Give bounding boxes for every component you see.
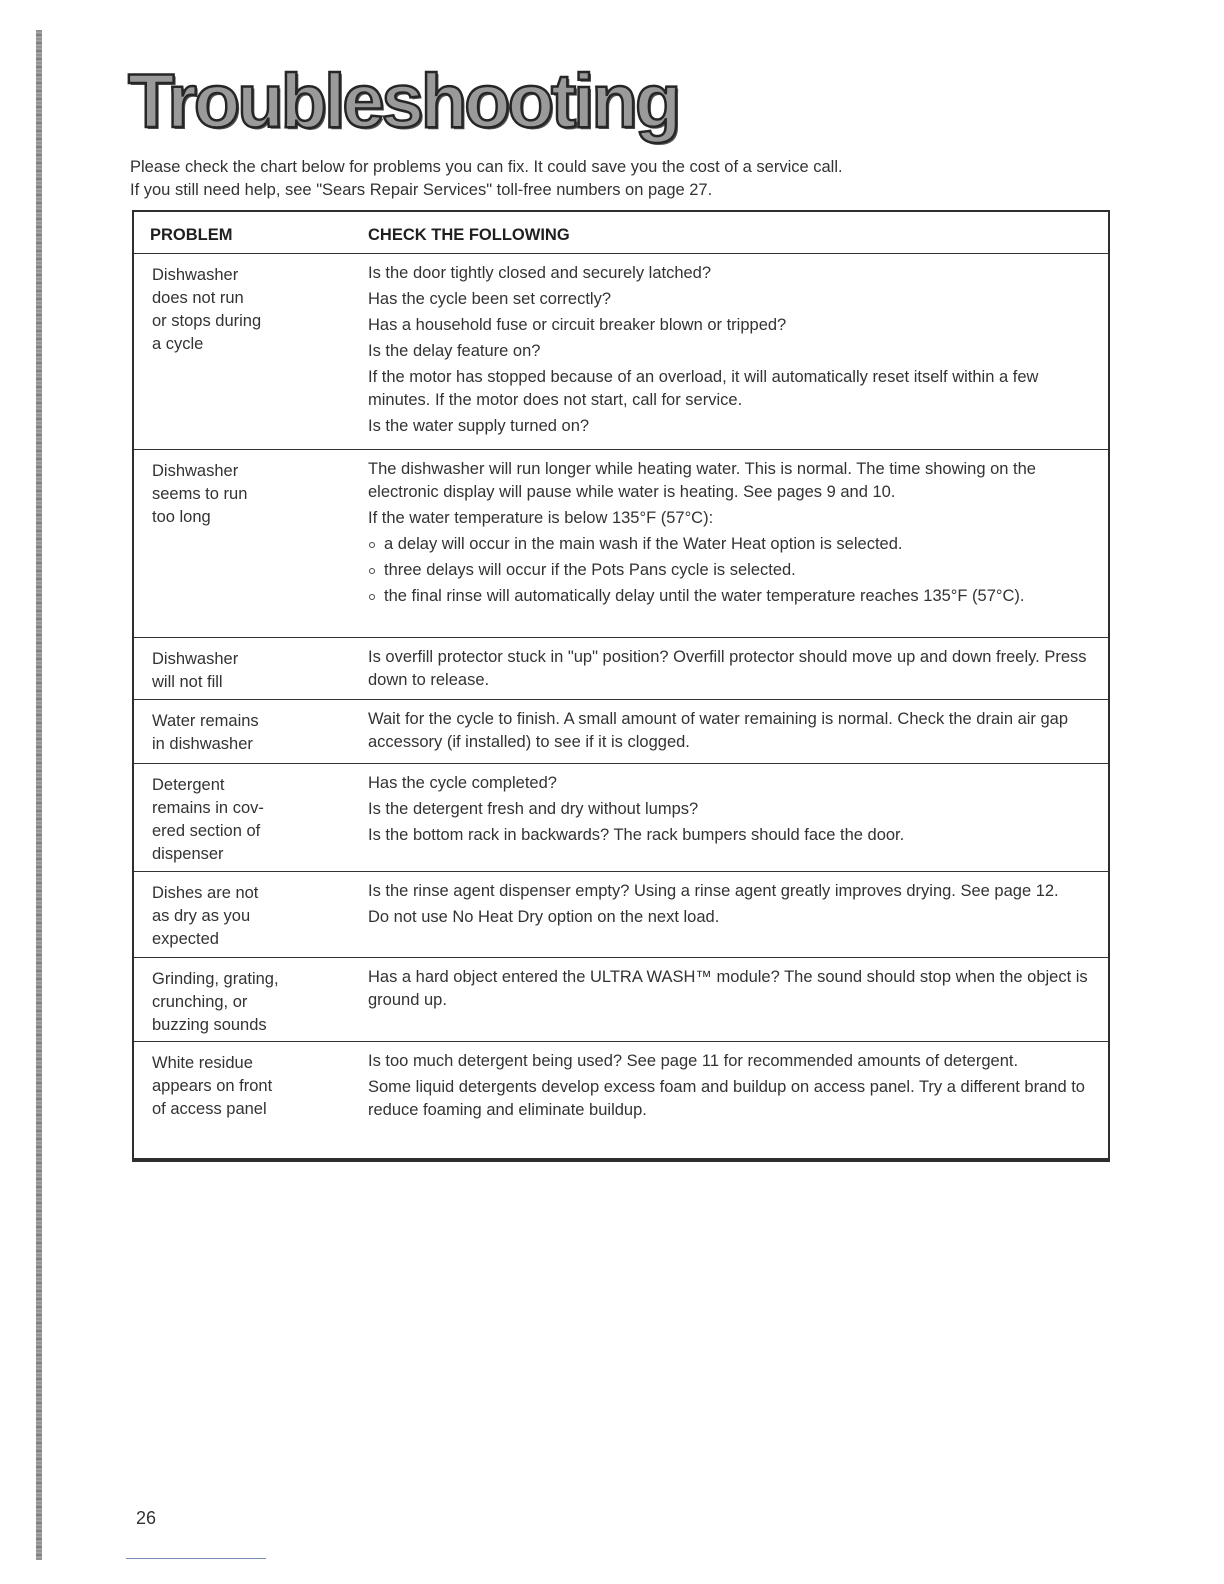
problem-cell: Dishes are not as dry as you expected [152, 884, 259, 948]
problem-cell: Dishwasher will not fill [152, 650, 239, 691]
problem-cell: Water remains in dishwasher [152, 712, 259, 753]
table-row [134, 958, 1108, 1042]
bullet-item: a delay will occur in the main wash if the Water Heat option is selected. [368, 533, 1088, 556]
check-item: Has a hard object entered the ULTRA WASH™ module? The sound should stop when the object is ground up. [368, 968, 1088, 1009]
check-item: Has the cycle been set correctly? [368, 290, 612, 308]
problem-cell: Dishwasher does not run or stops during a cycle [152, 266, 262, 353]
check-item: Wait for the cycle to finish. A small amount of water remaining is normal. Check the drain air gap accessory (if installed) to see if it is clogged. [368, 710, 1069, 751]
table-row [134, 1042, 1108, 1158]
check-item: Has the cycle completed? [368, 774, 557, 792]
table-row [134, 700, 1108, 764]
header-problem: PROBLEM [150, 226, 233, 244]
check-item: Is the delay feature on? [368, 342, 541, 360]
check-item: Some liquid detergents develop excess foam and buildup on access panel. Try a different brand to reduce foaming and eliminate buildup. [368, 1078, 1085, 1119]
check-item: Is the door tightly closed and securely latched? [368, 264, 712, 282]
check-item: Is the detergent fresh and dry without lumps? [368, 800, 699, 818]
table-header [134, 212, 1108, 254]
check-item: If the water temperature is below 135°F (57°C): [368, 508, 714, 527]
bottom-rule [126, 1558, 266, 1559]
table-row [134, 764, 1108, 872]
check-item: Is the water supply turned on? [368, 416, 590, 435]
check-item: The dishwasher will run longer while heating water. This is normal. The time showing on the electronic display will pause while water is heating. See pages 9 and 10. [368, 460, 1036, 501]
bullet-item: the final rinse will automatically delay until the water temperature reaches 135°F (57°C). [368, 585, 1088, 608]
page-number: 26 [136, 1508, 157, 1528]
table-row [134, 254, 1108, 450]
check-cell [368, 646, 1088, 695]
check-item: Has a household fuse or circuit breaker blown or tripped? [368, 316, 787, 334]
check-item: Do not use No Heat Dry option on the next load. [368, 908, 720, 926]
check-cell [368, 458, 1088, 611]
check-item: If the motor has stopped because of an overload, it will automatically reset itself within a few minutes. If the motor does not start, call for service. [368, 368, 1039, 409]
binding-edge [36, 30, 42, 1560]
check-item: Is the rinse agent dispenser empty? Using a rinse agent greatly improves drying. See page 12. [368, 882, 1059, 900]
check-cell [368, 262, 1088, 441]
header-check-following: CHECK THE FOLLOWING [368, 226, 570, 244]
check-cell [368, 880, 1088, 932]
check-cell [368, 966, 1088, 1015]
page-title: Troubleshooting [128, 59, 679, 144]
table-row [134, 638, 1108, 700]
bullet-item: three delays will occur if the Pots Pans cycle is selected. [368, 559, 1088, 582]
intro-text [130, 156, 1090, 202]
check-cell [368, 1050, 1088, 1125]
troubleshooting-table [132, 210, 1110, 1162]
problem-cell: Grinding, grating, crunching, or buzzing sounds [152, 970, 279, 1034]
problem-cell: Detergent remains in cov- ered section of dispenser [152, 776, 264, 863]
intro-line-1: Please check the chart below for problems you can fix. It could save you the cost of a service call. [130, 158, 843, 176]
check-item: Is the bottom rack in backwards? The rack bumpers should face the door. [368, 826, 905, 844]
check-cell [368, 708, 1088, 757]
problem-cell: White residue appears on front of access panel [152, 1054, 273, 1118]
check-item: Is too much detergent being used? See page 11 for recommended amounts of detergent. [368, 1052, 1019, 1070]
table-row [134, 450, 1108, 638]
check-cell [368, 772, 1088, 850]
table-row [134, 872, 1108, 958]
intro-line-2: If you still need help, see "Sears Repair Services" toll-free numbers on page 27. [130, 181, 713, 199]
check-item: Is overfill protector stuck in "up" position? Overfill protector should move up and down freely. Press down to release. [368, 648, 1087, 689]
problem-cell: Dishwasher seems to run too long [152, 462, 248, 526]
